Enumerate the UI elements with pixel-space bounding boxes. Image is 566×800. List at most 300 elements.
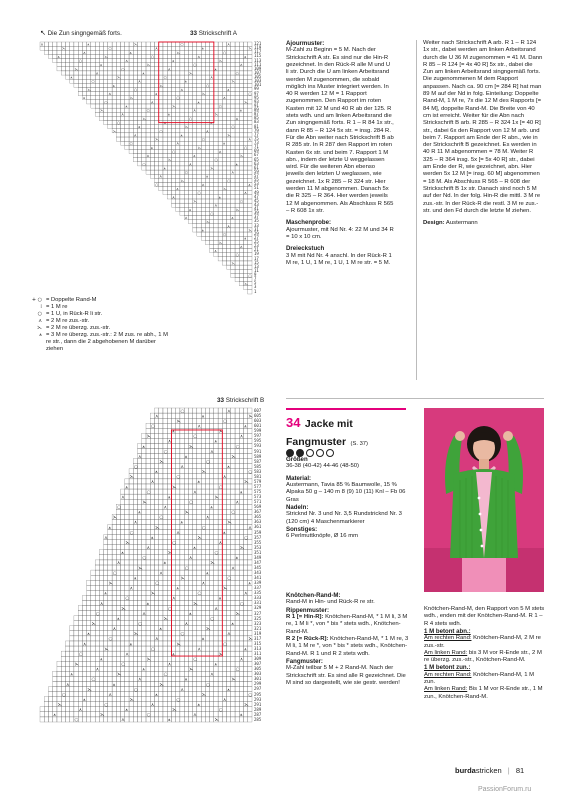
grid-cell — [188, 182, 192, 186]
stitch-symbol: ○ — [146, 713, 151, 719]
grid-cell — [222, 216, 226, 220]
grid-cell — [70, 50, 74, 54]
grid-cell — [176, 108, 180, 112]
stitch-symbol: ⩚ — [125, 485, 129, 491]
grid-cell — [205, 228, 209, 232]
stitch-symbol: ⋋ — [129, 475, 135, 481]
grid-cell — [214, 191, 218, 195]
grid-cell — [235, 83, 239, 87]
stitch-symbol: ⋋ — [57, 703, 63, 709]
stitch-symbol: ⋏ — [248, 137, 252, 142]
row-number: 93 — [254, 98, 259, 104]
dreieck-heading: Dreieckstuch — [286, 245, 325, 253]
grid-cell — [150, 166, 154, 170]
grid-cell — [142, 530, 146, 535]
grid-cell — [248, 191, 252, 195]
grid-cell — [227, 484, 231, 489]
grid-cell — [205, 207, 209, 211]
grid-cell — [235, 570, 239, 575]
grid-cell — [167, 459, 171, 464]
grid-cell — [116, 71, 120, 75]
grid-cell — [91, 697, 95, 702]
row-number: 329 — [254, 605, 262, 611]
grid-cell — [129, 79, 133, 83]
grid-cell — [201, 555, 205, 560]
grid-cell — [146, 535, 150, 540]
grid-cell — [197, 112, 201, 116]
row-number: 351 — [254, 549, 262, 555]
grid-cell — [146, 666, 150, 671]
row-number: 601 — [254, 423, 262, 429]
grid-cell — [87, 702, 91, 707]
stitch-symbol: ○ — [218, 104, 222, 109]
grid-cell — [104, 611, 108, 616]
grid-cell — [159, 641, 163, 646]
grid-cell — [104, 600, 108, 605]
grid-cell — [99, 646, 103, 651]
grid-cell — [227, 565, 231, 570]
grid-cell — [108, 42, 112, 46]
grid-cell — [78, 75, 82, 79]
grid-cell — [176, 676, 180, 681]
grid-cell — [163, 514, 167, 519]
grid-cell — [248, 428, 252, 433]
grid-cell — [116, 580, 120, 585]
grid-cell — [244, 187, 248, 191]
grid-cell — [197, 46, 201, 50]
grid-cell — [163, 641, 167, 646]
grid-cell — [40, 46, 44, 50]
grid-cell — [210, 519, 214, 524]
grid-cell — [133, 137, 137, 141]
grid-cell — [112, 717, 116, 722]
grid-cell — [235, 514, 239, 519]
grid-cell — [239, 87, 243, 91]
grid-cell — [188, 145, 192, 149]
row-number: 599 — [254, 428, 262, 434]
grid-cell — [138, 112, 142, 116]
stitch-symbol: ⩚ — [112, 83, 115, 88]
stitch-symbol: ⩚ — [116, 616, 120, 622]
grid-cell — [214, 211, 218, 215]
grid-cell — [154, 504, 158, 509]
grid-cell — [218, 459, 222, 464]
grid-cell — [210, 555, 214, 560]
grid-cell — [78, 636, 82, 641]
grid-cell — [65, 651, 69, 656]
grid-cell — [222, 438, 226, 443]
grid-cell — [184, 133, 188, 137]
grid-cell — [74, 671, 78, 676]
grid-cell — [218, 535, 222, 540]
grid-cell — [150, 162, 154, 166]
grid-cell — [222, 257, 226, 261]
chart-b-grid — [40, 408, 252, 722]
grid-cell — [214, 433, 218, 438]
grid-cell — [112, 100, 116, 104]
grid-cell — [214, 519, 218, 524]
grid-cell — [176, 565, 180, 570]
grid-cell — [87, 712, 91, 717]
stitch-symbol: ○ — [150, 647, 155, 653]
grid-cell — [129, 63, 133, 67]
stitch-symbol: ⩚ — [167, 112, 170, 117]
grid-cell — [65, 707, 69, 712]
grid-cell — [227, 75, 231, 79]
grid-cell — [184, 207, 188, 211]
grid-cell — [87, 75, 91, 79]
grid-cell — [167, 469, 171, 474]
grid-cell — [163, 499, 167, 504]
grid-cell — [244, 166, 248, 170]
grid-cell — [244, 87, 248, 91]
stitch-symbol: ⩚ — [184, 79, 187, 84]
grid-cell — [176, 449, 180, 454]
grid-cell — [214, 489, 218, 494]
grid-cell — [133, 565, 137, 570]
grid-cell — [99, 83, 103, 87]
grid-cell — [205, 443, 209, 448]
grid-cell — [163, 50, 167, 54]
grid-cell — [176, 692, 180, 697]
grid-cell — [142, 687, 146, 692]
grid-cell — [222, 63, 226, 67]
grid-cell — [159, 141, 163, 145]
grid-cell — [176, 656, 180, 661]
grid-cell — [167, 692, 171, 697]
grid-cell — [180, 656, 184, 661]
stitch-symbol: ○ — [210, 211, 214, 216]
stitch-symbol: ⩚ — [104, 591, 107, 597]
grid-cell — [108, 67, 112, 71]
grid-cell — [188, 661, 192, 666]
grid-cell — [222, 666, 226, 671]
grid-cell — [142, 137, 146, 141]
grid-cell — [231, 666, 235, 671]
grid-cell — [180, 717, 184, 722]
grid-cell — [138, 42, 142, 46]
grid-cell — [133, 459, 137, 464]
grid-cell — [129, 692, 133, 697]
grid-cell — [193, 687, 197, 692]
grid-cell — [248, 116, 252, 120]
grid-cell — [197, 585, 201, 590]
grid-cell — [188, 565, 192, 570]
grid-cell — [218, 236, 222, 240]
grid-cell — [129, 489, 133, 494]
grid-cell — [129, 560, 133, 565]
grid-cell — [150, 116, 154, 120]
grid-cell — [214, 585, 218, 590]
row-number: 19 — [254, 251, 259, 257]
grid-cell — [91, 656, 95, 661]
grid-cell — [239, 120, 243, 124]
grid-cell — [210, 433, 214, 438]
grid-cell — [99, 687, 103, 692]
grid-cell — [104, 59, 108, 63]
grid-cell — [154, 166, 158, 170]
grid-cell — [248, 676, 252, 681]
grid-cell — [205, 54, 209, 58]
stitch-symbol: ⋋ — [121, 606, 126, 612]
stitch-symbol: ○ — [138, 622, 143, 628]
stitch-symbol: ○ — [142, 556, 147, 562]
stitch-symbol: ⩚ — [142, 667, 145, 673]
grid-cell — [193, 46, 197, 50]
grid-cell — [244, 575, 248, 580]
grid-cell — [40, 707, 44, 712]
row-number: 57 — [254, 173, 259, 178]
grid-cell — [104, 104, 108, 108]
grid-cell — [129, 67, 133, 71]
grid-cell — [239, 423, 243, 428]
grid-cell — [163, 104, 167, 108]
grid-cell — [201, 666, 205, 671]
grid-cell — [142, 59, 146, 63]
grid-cell — [244, 687, 248, 692]
grid-cell — [146, 641, 150, 646]
grid-cell — [82, 666, 86, 671]
grid-cell — [214, 570, 218, 575]
grid-cell — [235, 626, 239, 631]
grid-cell — [231, 166, 235, 170]
grid-cell — [235, 600, 239, 605]
grid-cell — [129, 87, 133, 91]
grid-cell — [78, 42, 82, 46]
stitch-symbol: ○ — [227, 576, 232, 582]
grid-cell — [129, 59, 133, 63]
grid-cell — [142, 100, 146, 104]
grid-cell — [121, 585, 125, 590]
stitch-symbol: ⋏ — [227, 224, 230, 229]
grid-cell — [121, 504, 125, 509]
grid-cell — [176, 494, 180, 499]
grid-cell — [104, 585, 108, 590]
grid-cell — [142, 702, 146, 707]
grid-cell — [138, 595, 142, 600]
grid-cell — [142, 540, 146, 545]
grid-cell — [176, 524, 180, 529]
grid-cell — [184, 54, 188, 58]
grid-cell — [95, 702, 99, 707]
grid-cell — [142, 641, 146, 646]
grid-cell — [138, 550, 142, 555]
stitch-symbol: ⩚ — [172, 652, 175, 658]
grid-cell — [150, 129, 154, 133]
grid-cell — [154, 484, 158, 489]
grid-cell — [176, 129, 180, 133]
grid-cell — [244, 116, 248, 120]
grid-cell — [239, 590, 243, 595]
row-number: 335 — [254, 590, 262, 596]
grid-cell — [244, 555, 248, 560]
row-number: 287 — [254, 711, 262, 717]
grid-cell — [146, 626, 150, 631]
grid-cell — [112, 545, 116, 550]
grid-cell — [248, 282, 252, 286]
grid-cell — [91, 71, 95, 75]
grid-cell — [239, 67, 243, 71]
grid-cell — [112, 702, 116, 707]
row-number: 581 — [254, 473, 262, 479]
grid-cell — [239, 182, 243, 186]
grid-cell — [87, 611, 91, 616]
grid-cell — [125, 697, 129, 702]
grid-cell — [133, 125, 137, 129]
grid-cell — [180, 540, 184, 545]
stitch-symbol: ⩚ — [197, 703, 201, 709]
stitch-symbol: ⋏ — [244, 191, 247, 196]
grid-cell — [65, 63, 69, 67]
grid-cell — [57, 67, 61, 71]
grid-cell — [138, 555, 142, 560]
grid-cell — [239, 681, 243, 686]
grid-cell — [193, 59, 197, 63]
grid-cell — [231, 600, 235, 605]
grid-cell — [248, 87, 252, 91]
grid-cell — [61, 661, 65, 666]
stitch-symbol: ○ — [180, 42, 184, 47]
row-number: 313 — [254, 645, 262, 651]
grid-cell — [133, 129, 137, 133]
grid-cell — [201, 449, 205, 454]
grid-cell — [244, 499, 248, 504]
stitch-symbol: ⋋ — [104, 54, 108, 59]
grid-cell — [150, 42, 154, 46]
grid-cell — [171, 54, 175, 58]
grid-cell — [121, 580, 125, 585]
grid-cell — [154, 71, 158, 75]
grid-cell — [116, 129, 120, 133]
stitch-symbol: ⩚ — [244, 54, 247, 59]
grid-cell — [222, 178, 226, 182]
grid-cell — [222, 595, 226, 600]
grid-cell — [146, 133, 150, 137]
grid-cell — [159, 600, 163, 605]
grid-cell — [159, 479, 163, 484]
grid-cell — [125, 96, 129, 100]
grid-cell — [201, 104, 205, 108]
grid-cell — [99, 67, 103, 71]
grid-cell — [231, 203, 235, 207]
grid-cell — [239, 428, 243, 433]
grid-cell — [180, 681, 184, 686]
grid-cell — [231, 145, 235, 149]
row-number: 85 — [254, 115, 259, 121]
grid-cell — [154, 170, 158, 174]
stitch-symbol: ⩚ — [239, 713, 243, 719]
stitch-symbol: ○ — [222, 232, 227, 237]
grid-cell — [159, 676, 163, 681]
grid-cell — [138, 519, 142, 524]
grid-cell — [176, 112, 180, 116]
grid-cell — [121, 702, 125, 707]
grid-cell — [201, 50, 205, 54]
grid-cell — [244, 454, 248, 459]
grid-cell — [248, 224, 252, 228]
grid-cell — [91, 46, 95, 50]
grid-cell — [231, 228, 235, 232]
grid-cell — [235, 236, 239, 240]
grid-cell — [61, 666, 65, 671]
grid-cell — [167, 570, 171, 575]
row-number: 571 — [254, 499, 262, 505]
grid-cell — [214, 170, 218, 174]
grid-cell — [227, 641, 231, 646]
row-number: 21 — [254, 247, 259, 253]
grid-cell — [214, 50, 218, 54]
grid-cell — [146, 137, 150, 141]
grid-cell — [138, 651, 142, 656]
grid-cell — [197, 676, 201, 681]
grid-cell — [138, 611, 142, 616]
grid-cell — [116, 641, 120, 646]
grid-cell — [197, 83, 201, 87]
grid-cell — [227, 158, 231, 162]
grid-cell — [222, 636, 226, 641]
grid-cell — [248, 67, 252, 71]
grid-cell — [108, 600, 112, 605]
grid-cell — [159, 50, 163, 54]
grid-cell — [222, 75, 226, 79]
grid-cell — [142, 133, 146, 137]
stitch-symbol: ⩚ — [231, 622, 235, 628]
grid-cell — [201, 651, 205, 656]
stitch-symbol: ⩚ — [197, 100, 200, 105]
grid-cell — [146, 676, 150, 681]
grid-cell — [227, 54, 231, 58]
grid-cell — [210, 408, 214, 413]
grid-cell — [193, 203, 197, 207]
grid-cell — [138, 83, 142, 87]
grid-cell — [184, 92, 188, 96]
grid-cell — [129, 656, 133, 661]
grid-cell — [231, 154, 235, 158]
grid-cell — [248, 590, 252, 595]
grid-cell — [142, 590, 146, 595]
grid-cell — [163, 154, 167, 158]
stitch-symbol: ⋋ — [231, 454, 236, 460]
grid-cell — [248, 550, 252, 555]
legend-text: = Doppelte Rand-M — [46, 297, 97, 303]
grid-cell — [150, 580, 154, 585]
grid-cell — [222, 129, 226, 133]
grid-cell — [222, 145, 226, 149]
grid-cell — [193, 228, 197, 232]
grid-cell — [112, 646, 116, 651]
grid-cell — [244, 626, 248, 631]
grid-cell — [99, 580, 103, 585]
grid-cell — [129, 621, 133, 626]
grid-cell — [227, 499, 231, 504]
grid-cell — [146, 681, 150, 686]
grid-cell — [214, 187, 218, 191]
grid-cell — [78, 616, 82, 621]
stitch-symbol: ⩚ — [231, 216, 234, 221]
grid-cell — [150, 120, 154, 124]
grid-cell — [167, 464, 171, 469]
grid-cell — [176, 203, 180, 207]
grid-cell — [239, 697, 243, 702]
grid-cell — [99, 550, 103, 555]
grid-cell — [193, 641, 197, 646]
grid-cell — [154, 702, 158, 707]
grid-cell — [95, 641, 99, 646]
grid-cell — [70, 661, 74, 666]
grid-cell — [138, 494, 142, 499]
stitch-symbol: ○ — [189, 500, 194, 506]
grid-cell — [222, 182, 226, 186]
